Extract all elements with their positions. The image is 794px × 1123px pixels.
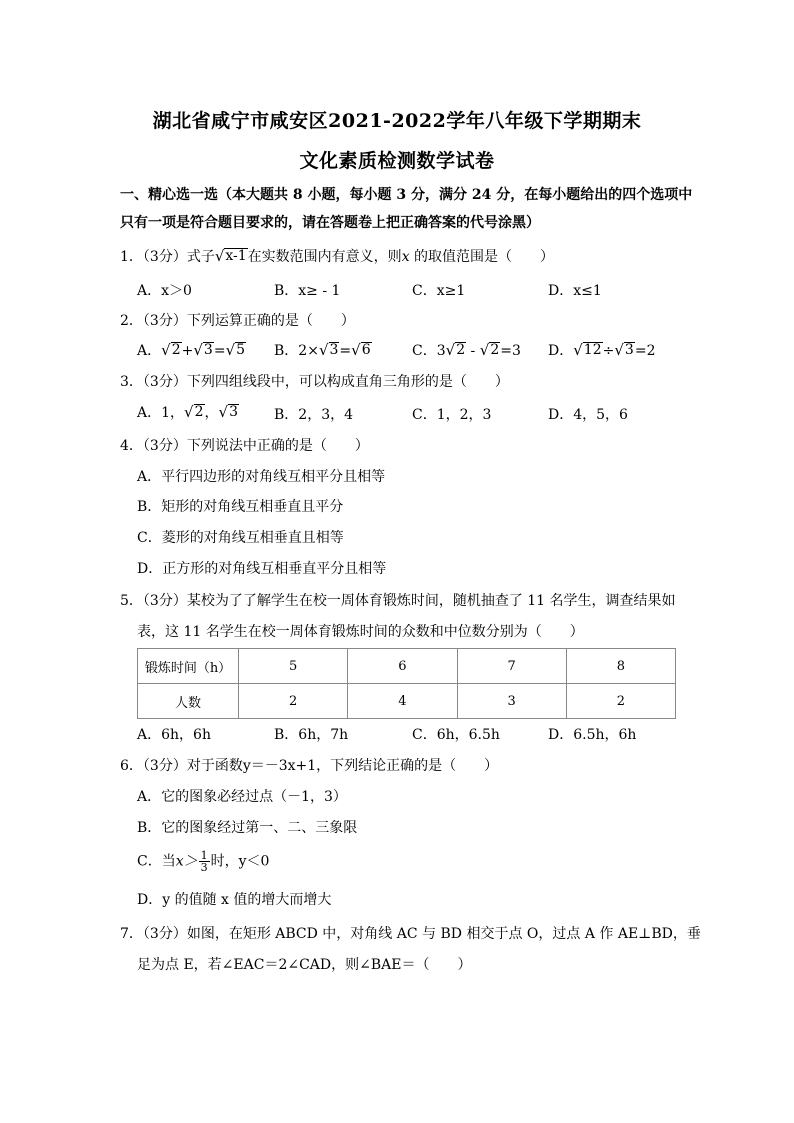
table-header-time: 锻炼时间（h）: [138, 649, 239, 684]
q6-c-var: x＞: [175, 853, 198, 870]
table-cell: 8: [566, 649, 675, 684]
q1-radicand: x-1: [225, 248, 247, 264]
table-cell: 2: [239, 684, 348, 719]
q5-stem-line1: 5．（3分）某校为了了解学生在校一周体育锻炼时间，随机抽查了 11 名学生，调查结果如: [120, 593, 676, 609]
q1-option-b: B．x≥ - 1: [274, 283, 341, 299]
q5-data-table: [137, 648, 676, 719]
table-cell: 7: [457, 649, 566, 684]
q2-option-d: D． √ 12 ÷ √ 3 =2: [548, 341, 656, 359]
q3-a-radicand2: 3: [229, 404, 238, 420]
q5-stem-line2: 表，这 11 名学生在校一周体育锻炼时间的众数和中位数分别为（ ）: [137, 624, 584, 640]
q5-option-a: A．6h，6h: [137, 727, 211, 743]
q2-b-radicand1: 3: [329, 342, 339, 358]
q2-c-tail: =3: [500, 343, 521, 359]
q5-option-d: D．6.5h，6h: [548, 727, 637, 743]
q3-option-a: A．1， √ 2 ， √ 3: [137, 403, 238, 421]
q2-b-radicand2: 6: [361, 342, 371, 358]
q5-option-b: B．6h，7h: [274, 727, 349, 743]
q1-stem: [120, 248, 554, 266]
q6-c-numerator: 1: [200, 849, 208, 862]
q2-option-c: C．3 √ 2 - √ 2 =3: [412, 341, 521, 359]
q4-option-a: A．平行四边形的对角线互相平分且相等: [137, 469, 386, 485]
q3-option-b: B．2，3，4: [274, 407, 354, 423]
q3-option-c: C．1，2，3: [412, 407, 492, 423]
q3-a-sqrt2: √ 3: [218, 403, 238, 421]
q2-stem: 2．（3分）下列运算正确的是（ ）: [120, 313, 355, 329]
q2-a-radicand3: 5: [236, 342, 246, 358]
q2-a-radicand1: 2: [171, 342, 181, 358]
q1-sqrt: √ x-1: [214, 247, 247, 265]
q3-option-d: D．4，5，6: [548, 407, 628, 423]
q1-option-d: D．x≤1: [548, 283, 602, 299]
q2-d-sqrt2: √ 3: [614, 341, 634, 359]
q2-d-sqrt1: √ 12: [573, 341, 602, 359]
q3-a-label: A．1，: [137, 405, 185, 421]
q6-c-prefix: C．当: [137, 853, 176, 870]
q7-stem-line1: 7．（3分）如图，在矩形 ABCD 中，对角线 AC 与 BD 相交于点 O，过点 A 作 AE⊥BD，垂: [120, 926, 701, 942]
q4-stem: 4．（3分）下列说法中正确的是（ ）: [120, 438, 369, 454]
q2-c-radicand2: 2: [490, 342, 500, 358]
q6-stem: 6．（3分）对于函数y＝－3x+1，下列结论正确的是（ ）: [120, 758, 499, 774]
q1-suffix: 在实数范围内有意义，则: [247, 249, 402, 265]
q1-option-c: C．x≥1: [412, 283, 466, 299]
q1-option-a: A．x＞0: [137, 283, 192, 299]
q2-b-label: B．2×: [274, 343, 319, 359]
q6-option-d: D．y 的值随 x 值的增大而增大: [137, 892, 332, 908]
q3-a-sqrt1: √ 2: [184, 403, 204, 421]
q4-option-b: B．矩形的对角线互相垂直且平分: [137, 499, 344, 515]
q2-a-radicand2: 3: [203, 342, 213, 358]
q7-stem-line2: 足为点 E，若∠EAC＝2∠CAD，则∠BAE＝（ ）: [137, 957, 472, 973]
q6-c-denominator: 3: [200, 861, 208, 874]
table-cell: 3: [457, 684, 566, 719]
table-cell: 6: [348, 649, 457, 684]
q3-stem: 3．（3分）下列四组线段中，可以构成直角三角形的是（ ）: [120, 374, 509, 390]
q2-a-label: A．: [137, 343, 162, 359]
q6-c-fraction: [199, 850, 210, 873]
exam-title-line2: 文化素质检测数学试卷: [299, 150, 495, 172]
table-row: [138, 649, 676, 684]
exam-title-line1: 湖北省咸宁市咸安区2021-2022学年八年级下学期期末: [152, 110, 642, 132]
q1-suffix2: 的取值范围是（ ）: [409, 249, 555, 265]
table-row: [138, 684, 676, 719]
q1-var: x: [401, 249, 410, 265]
q2-d-tail: =2: [634, 343, 656, 359]
section-intro-line2: 只有一项是符合题目要求的，请在答题卷上把正确答案的代号涂黑）: [120, 215, 540, 231]
q2-c-label: C．3: [412, 343, 446, 359]
q2-c-radicand1: 2: [456, 342, 466, 358]
q2-d-label: D．: [548, 343, 574, 359]
table-cell: 2: [566, 684, 675, 719]
q2-b-sqrt1: √ 3: [318, 341, 339, 359]
q6-option-a: A．它的图象必经过点（－1，3）: [137, 789, 347, 805]
q2-c-sqrt2: √ 2: [479, 341, 500, 359]
q2-c-sqrt1: √ 2: [445, 341, 466, 359]
q3-a-radicand1: 2: [194, 404, 204, 420]
q1-prefix: 1．（3分）式子: [120, 249, 215, 265]
q6-option-b: B．它的图象经过第一、二、三象限: [137, 820, 358, 836]
q2-option-b: B．2× √ 3 = √ 6: [274, 341, 371, 359]
section-intro-line1: 一、精心选一选（本大题共 8 小题，每小题 3 分，满分 24 分，在每小题给出的四个选项中: [120, 187, 693, 203]
q2-option-a: A． √ 2 + √ 3 = √ 5: [137, 341, 246, 359]
table-cell: 4: [348, 684, 457, 719]
q2-d-radicand1: 12: [583, 342, 602, 358]
q4-option-d: D．正方形的对角线互相垂直平分且相等: [137, 561, 387, 577]
q2-d-radicand2: 3: [624, 342, 634, 358]
q6-option-c: [137, 850, 269, 873]
q2-a-sqrt2: √ 3: [193, 341, 213, 359]
table-cell: 5: [239, 649, 348, 684]
q4-option-c: C．菱形的对角线互相垂直且相等: [137, 530, 344, 546]
q5-option-c: C．6h，6.5h: [412, 727, 500, 743]
q2-a-sqrt3: √ 5: [225, 341, 246, 359]
table-header-count: 人数: [138, 684, 239, 719]
q6-c-suffix: 时，y＜0: [210, 853, 270, 870]
q2-b-sqrt2: √ 6: [351, 341, 371, 359]
q2-a-sqrt1: √ 2: [161, 341, 181, 359]
